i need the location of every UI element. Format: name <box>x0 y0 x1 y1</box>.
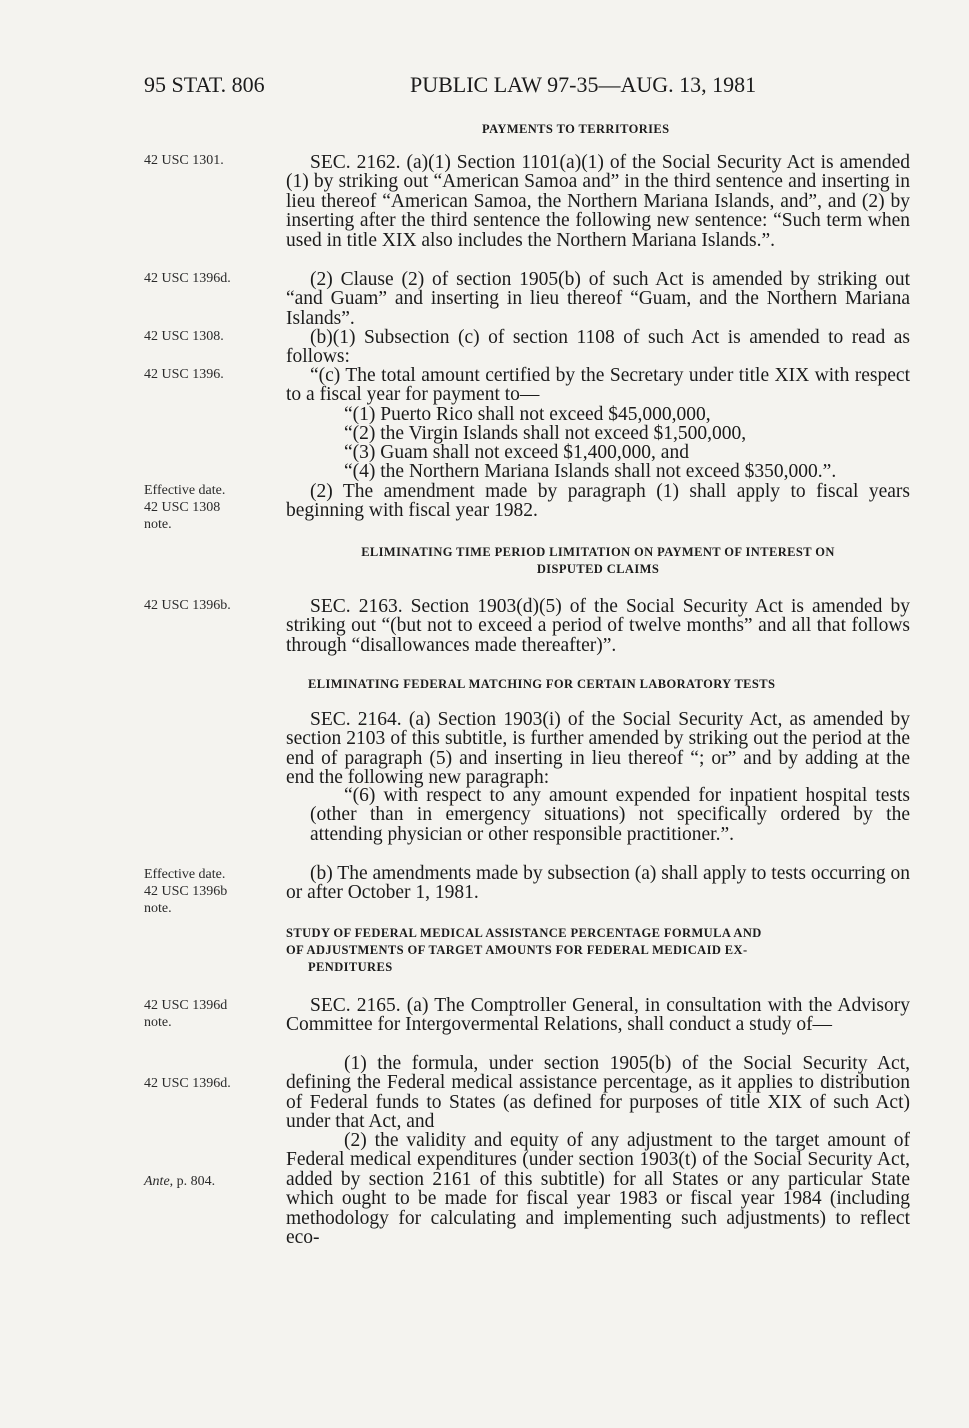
running-title: PUBLIC LAW 97-35—AUG. 13, 1981 <box>410 72 757 97</box>
margin-note: 42 USC 1301. <box>144 153 224 168</box>
clause-c3: “(3) Guam shall not exceed $1,400,000, and <box>344 442 689 463</box>
margin-note-line: Effective date. <box>144 867 226 882</box>
section-heading-line: PENDITURES <box>308 960 393 974</box>
margin-note <box>144 1173 264 1190</box>
margin-note: 42 USC 1308. <box>144 329 224 344</box>
sec-2165-a2: (2) the validity and equity of any adjustment to the target amount of Federal medical expenditures (under section 1903(t) of the Social Security Act, added by section 2161 of this subtitle) for all States or any particular State which ought to be made for fiscal year 1983 or fiscal year 1984 (including methodology for calculating and implementing such adjustments) to reflect eco- <box>286 1130 910 1249</box>
section-heading-line: ELIMINATING TIME PERIOD LIMITATION ON PAYMENT OF INTEREST ON <box>361 545 835 559</box>
margin-note-line: 42 USC 1396d <box>144 998 228 1013</box>
sec-2163: SEC. 2163. Section 1903(d)(5) of the Social Security Act is amended by striking out “(but not to exceed a period of twelve months” and all that follows through “disallowances made thereafter)”. <box>286 596 910 656</box>
clause-c1: “(1) Puerto Rico shall not exceed $45,000,000, <box>344 404 711 425</box>
margin-note-ante: Ante <box>144 1174 170 1189</box>
section-heading-line: DISPUTED CLAIMS <box>536 562 660 576</box>
section-heading <box>286 544 910 578</box>
sec-2162-b2: (2) The amendment made by paragraph (1) shall apply to fiscal years beginning with fiscal year 1982. <box>286 481 910 522</box>
stat-page-number: 95 STAT. 806 <box>144 72 265 97</box>
section-heading: ELIMINATING FEDERAL MATCHING FOR CERTAIN LABORATORY TESTS <box>308 677 776 691</box>
margin-note <box>144 482 264 533</box>
section-heading-line: OF ADJUSTMENTS OF TARGET AMOUNTS FOR FEDERAL MEDICAID EX- <box>286 943 748 957</box>
margin-note-line: 42 USC 1308 <box>144 500 221 515</box>
margin-note <box>144 997 264 1031</box>
sec-2162-a1: SEC. 2162. (a)(1) Section 1101(a)(1) of the Social Security Act is amended (1) by striking out “American Samoa and” in the third sentence and inserting in lieu thereof “American Samoa, the Northern Mariana Islands, and”, and (2) by inserting after the third sentence the following new sentence: “Such term when used in title XIX also includes the Northern Mariana Islands.”. <box>286 152 910 251</box>
margin-note-line: note. <box>144 1015 172 1030</box>
sec-2165-a1: (1) the formula, under section 1905(b) of the Social Security Act, defining the Federal medical assistance percentage, as it applies to distribution of Federal funds to States (as defined for purposes of title XIX of such Act) under that Act, and <box>286 1053 910 1133</box>
sec-2164-b: (b) The amendments made by subsection (a) shall apply to tests occurring on or after October 1, 1981. <box>286 863 910 904</box>
sec-2162-a2: (2) Clause (2) of section 1905(b) of such Act is amended by striking out “and Guam” and inserting in lieu thereof “Guam, and the Northern Mariana Islands”. <box>286 269 910 329</box>
margin-note-line: Effective date. <box>144 483 226 498</box>
margin-note-line: note. <box>144 517 172 532</box>
sec-2164-a: SEC. 2164. (a) Section 1903(i) of the Social Security Act, as amended by section 2103 of this subtitle, is further amended by striking out the period at the end of paragraph (5) and inserting in lieu thereof “; or” and by adding at the end the following new paragraph: <box>286 709 910 789</box>
clause-c2: “(2) the Virgin Islands shall not exceed $1,500,000, <box>344 423 747 444</box>
sec-2165-a: SEC. 2165. (a) The Comptroller General, in consultation with the Advisory Committee for Intergovermental Relations, shall conduct a study of— <box>286 995 910 1036</box>
sec-2164-paragraph-6: “(6) with respect to any amount expended for inpatient hospital tests (other than in emergency situations) not specifically ordered by the attending physician or other responsible practitioner.”. <box>310 785 910 845</box>
clause-c4: “(4) the Northern Mariana Islands shall not exceed $350,000.”. <box>344 461 837 482</box>
section-heading: PAYMENTS TO TERRITORIES <box>482 122 670 136</box>
margin-note: 42 USC 1396d. <box>144 1076 231 1091</box>
margin-note <box>144 866 264 917</box>
section-heading-line: STUDY OF FEDERAL MEDICAL ASSISTANCE PERCENTAGE FORMULA AND <box>286 926 762 940</box>
margin-note: 42 USC 1396b. <box>144 598 231 613</box>
margin-note-page: , p. 804. <box>169 1174 216 1189</box>
margin-note: 42 USC 1396d. <box>144 271 231 286</box>
sec-1108-c: “(c) The total amount certified by the Secretary under title XIX with respect to a fiscal year for payment to— <box>286 365 910 406</box>
margin-note: 42 USC 1396. <box>144 367 224 382</box>
page-header <box>144 72 909 102</box>
margin-note-line: note. <box>144 901 172 916</box>
margin-note-line: 42 USC 1396b <box>144 884 228 899</box>
sec-2162-b1: (b)(1) Subsection (c) of section 1108 of such Act is amended to read as follows: <box>286 327 910 368</box>
section-heading <box>286 925 910 976</box>
